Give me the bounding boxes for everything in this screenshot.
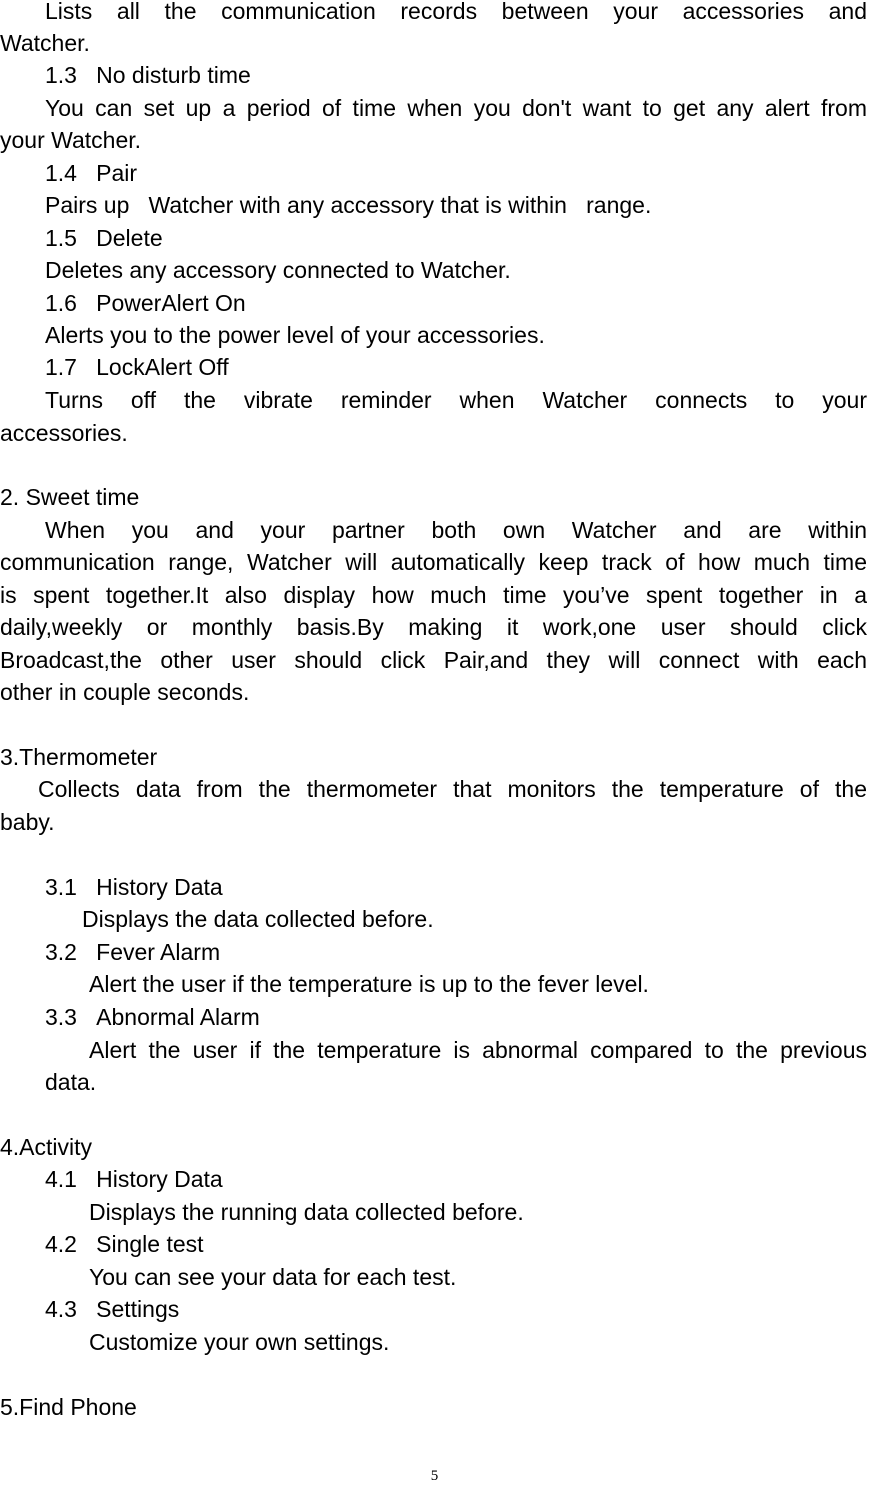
subsection-heading: 1.4 Pair bbox=[45, 160, 138, 186]
body-text-line: Deletes any accessory connected to Watcher. bbox=[45, 257, 511, 283]
body-text-line: Pairs up Watcher with any accessory that is within range. bbox=[45, 192, 652, 218]
body-text-line: baby. bbox=[0, 809, 55, 835]
body-text-line: communication range, Watcher will automatically keep track of how much time bbox=[0, 549, 867, 575]
body-text-line: Alerts you to the power level of your accessories. bbox=[45, 322, 545, 348]
body-text-line: Displays the data collected before. bbox=[82, 906, 434, 932]
body-text-line: When you and your partner both own Watcher and are within bbox=[45, 517, 867, 543]
body-text-line: data. bbox=[45, 1069, 97, 1095]
body-text-line: other in couple seconds. bbox=[0, 679, 250, 705]
subsection-heading: 4.2 Single test bbox=[45, 1231, 204, 1257]
body-text-line: Alert the user if the temperature is up to the fever level. bbox=[89, 971, 649, 997]
subsection-heading: 1.6 PowerAlert On bbox=[45, 290, 246, 316]
subsection-heading: 4.1 History Data bbox=[45, 1166, 223, 1192]
subsection-heading: 3.2 Fever Alarm bbox=[45, 939, 221, 965]
body-text-line: Collects data from the thermometer that monitors the temperature of the bbox=[38, 776, 867, 802]
body-text-line: daily,weekly or monthly basis.By making it work,one user should click bbox=[0, 614, 867, 640]
body-text-line: Customize your own settings. bbox=[89, 1329, 390, 1355]
subsection-heading: 3.1 History Data bbox=[45, 874, 223, 900]
body-text-line: accessories. bbox=[0, 420, 128, 446]
subsection-heading: 4.3 Settings bbox=[45, 1296, 180, 1322]
page-number: 5 bbox=[430, 1468, 439, 1484]
section-heading: 4.Activity bbox=[0, 1134, 93, 1160]
body-text-line: Turns off the vibrate reminder when Watcher connects to your bbox=[45, 387, 867, 413]
body-text-line: Displays the running data collected before. bbox=[89, 1199, 524, 1225]
section-heading: 5.Find Phone bbox=[0, 1394, 137, 1420]
body-text-line: You can see your data for each test. bbox=[89, 1264, 457, 1290]
subsection-heading: 1.5 Delete bbox=[45, 225, 163, 251]
body-text-line: your Watcher. bbox=[0, 127, 142, 153]
body-text-line: You can set up a period of time when you don't want to get any alert from bbox=[45, 95, 867, 121]
subsection-heading: 1.7 LockAlert Off bbox=[45, 354, 229, 380]
subsection-heading: 1.3 No disturb time bbox=[45, 62, 251, 88]
section-heading: 2. Sweet time bbox=[0, 484, 140, 510]
body-text-line: is spent together.It also display how much time you’ve spent together in a bbox=[0, 582, 867, 608]
body-text-line: Lists all the communication records between your accessories and bbox=[45, 0, 867, 24]
body-text-line: Broadcast,the other user should click Pair,and they will connect with each bbox=[0, 647, 867, 673]
subsection-heading: 3.3 Abnormal Alarm bbox=[45, 1004, 260, 1030]
section-heading: 3.Thermometer bbox=[0, 744, 158, 770]
body-text-line: Watcher. bbox=[0, 30, 90, 56]
body-text-line: Alert the user if the temperature is abnormal compared to the previous bbox=[89, 1037, 867, 1063]
